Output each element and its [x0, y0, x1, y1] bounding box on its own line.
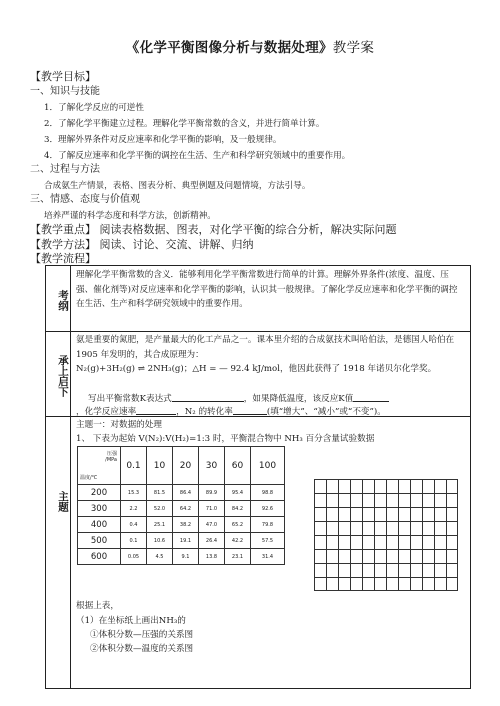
- value-cell: 25.1: [147, 517, 173, 533]
- theme-after-table: 根据上表，: [76, 601, 119, 611]
- theme-sub-item-2: ②体积分数—温度的关系图: [90, 644, 194, 654]
- section-process-method: 二、过程与方法: [30, 164, 100, 175]
- value-cell: 4.5: [147, 549, 173, 565]
- objectives-heading: 【教学目标】: [30, 70, 96, 83]
- value-cell: 98.8: [251, 485, 285, 501]
- value-cell: 0.4: [121, 517, 147, 533]
- value-cell: 26.4: [199, 533, 225, 549]
- value-cell: 0.05: [121, 549, 147, 565]
- value-cell: 89.9: [199, 485, 225, 501]
- blank-k-expression[interactable]: [172, 392, 244, 402]
- transition-intro: 氨是重要的氮肥，是产量最大的化工产品之一。课本里介绍的合成氨技术叫哈伯法，是德国人哈伯在 1905 年发明的，其合成原理为：: [76, 335, 455, 360]
- temperature-cell: 400: [78, 517, 121, 533]
- row-label-transition: 承上启下: [57, 355, 69, 397]
- title-suffix: 教学案: [332, 40, 375, 56]
- pressure-header: 0.1: [121, 447, 147, 485]
- blank-conversion[interactable]: [233, 405, 267, 415]
- value-cell: 42.2: [225, 533, 251, 549]
- value-cell: 2.2: [121, 501, 147, 517]
- row-divider: [46, 331, 470, 332]
- table-row: [78, 533, 285, 549]
- row-label-syllabus: 考纲: [57, 289, 69, 311]
- table-row: [78, 549, 285, 565]
- knowledge-item-1: 1．了解化学反应的可逆性: [44, 103, 144, 113]
- pressure-header: 60: [225, 447, 251, 485]
- key-points: 【教学重点】 阅读表格数据、图表，对化学平衡的综合分析，解决实际问题: [30, 223, 397, 236]
- theme-title: 主题一：对数据的处理: [76, 420, 162, 430]
- corner-pressure-label: 压强 /MPa: [105, 450, 117, 463]
- values-text: 培养严谨的科学态度和科学方法，创新精神。: [44, 211, 216, 221]
- table-row: [78, 517, 285, 533]
- table-row: [78, 501, 285, 517]
- temperature-cell: 200: [78, 485, 121, 501]
- teaching-process-table: [45, 265, 471, 689]
- knowledge-item-4: 4．了解反应速率和化学平衡的调控在生活、生产和科学研究领域中的重要作用。: [44, 151, 351, 161]
- value-cell: 65.2: [225, 517, 251, 533]
- value-cell: 81.5: [147, 485, 173, 501]
- question-hint: (填“增大”、“减小”或“不变”)。: [266, 407, 386, 417]
- pressure-header: 10: [147, 447, 173, 485]
- pressure-header: 100: [251, 447, 285, 485]
- teaching-process-heading: 【教学流程】: [30, 252, 96, 265]
- value-cell: 79.8: [251, 517, 285, 533]
- row-label-theme: 主题: [57, 490, 69, 512]
- transition-question: [76, 392, 466, 418]
- title-main: 《化学平衡图像分析与数据处理》: [125, 40, 333, 56]
- section-values: 三、情感、态度与价值观: [30, 194, 140, 205]
- value-cell: 64.2: [173, 501, 199, 517]
- temperature-cell: 600: [78, 549, 121, 565]
- value-cell: 47.0: [199, 517, 225, 533]
- theme-question-1: 1、 下表为起始 V(N₂):V(H₂)=1:3 时，平衡混合物中 NH₃ 百分含量试验数据: [76, 434, 375, 444]
- value-cell: 71.0: [199, 501, 225, 517]
- value-cell: 19.1: [173, 533, 199, 549]
- question-conversion: ，N₂ 的转化率: [176, 407, 233, 417]
- temperature-cell: 300: [78, 501, 121, 517]
- table-row: [78, 485, 285, 501]
- value-cell: 13.8: [199, 549, 225, 565]
- value-cell: 10.6: [147, 533, 173, 549]
- pressure-header: 20: [173, 447, 199, 485]
- question-k-expression: 写出平衡常数K表达式: [88, 394, 172, 404]
- value-cell: 0.1: [121, 533, 147, 549]
- section-knowledge: 一、知识与技能: [30, 86, 100, 97]
- blank-rate[interactable]: [136, 405, 176, 415]
- value-cell: 95.4: [225, 485, 251, 501]
- value-cell: 86.4: [173, 485, 199, 501]
- theme-subquestion: （1）在坐标纸上画出NH₃的: [76, 616, 186, 626]
- value-cell: 52.0: [147, 501, 173, 517]
- transition-equation: N₂(g)+3H₂(g) ⇌ 2NH₃(g)；△H = — 92.4 kJ/mol，他因此获得了 1918 年诺贝尔化学奖。: [76, 364, 437, 374]
- value-cell: 9.1: [173, 549, 199, 565]
- value-cell: 15.3: [121, 485, 147, 501]
- teaching-methods: 【教学方法】 阅读、讨论、交流、讲解、归纳: [30, 238, 254, 251]
- syllabus-text: 理解化学平衡常数的含义．能够利用化学平衡常数进行简单的计算。理解外界条件(浓度、温度、压强、催化剂等)对反应速率和化学平衡的影响，认识其一般规律。了解化学反应速率和化学平衡的调控在生活、生产和科学研究领域中的重要作用。: [76, 270, 458, 309]
- question-k-value: ，如果降低温度，该反应K值: [243, 394, 354, 404]
- table-corner: [78, 447, 121, 485]
- value-cell: 92.6: [251, 501, 285, 517]
- corner-temperature-label: 温度/℃: [80, 474, 98, 481]
- pressure-header: 30: [199, 447, 225, 485]
- value-cell: 38.2: [173, 517, 199, 533]
- value-cell: 84.2: [225, 501, 251, 517]
- nh3-data-table: [77, 446, 285, 565]
- column-divider: [70, 266, 71, 688]
- temperature-cell: 500: [78, 533, 121, 549]
- knowledge-item-3: 3．理解外界条件对反应速率和化学平衡的影响，及一般规律。: [44, 135, 282, 145]
- value-cell: 57.5: [251, 533, 285, 549]
- value-cell: 31.4: [251, 549, 285, 565]
- process-method-text: 合成氨生产情景，表格、图表分析、典型例题及问题情境，方法引导。: [44, 181, 311, 191]
- value-cell: 23.1: [225, 549, 251, 565]
- question-rate: ，化学反应速率: [76, 407, 137, 417]
- knowledge-item-2: 2．了解化学平衡建立过程。理解化学平衡常数的含义，并进行简单计算。: [44, 119, 325, 129]
- graph-paper-grid[interactable]: [314, 479, 458, 591]
- page-title: [0, 36, 500, 56]
- theme-sub-item-1: ①体积分数—压强的关系图: [90, 630, 194, 640]
- blank-k-value[interactable]: [353, 392, 389, 402]
